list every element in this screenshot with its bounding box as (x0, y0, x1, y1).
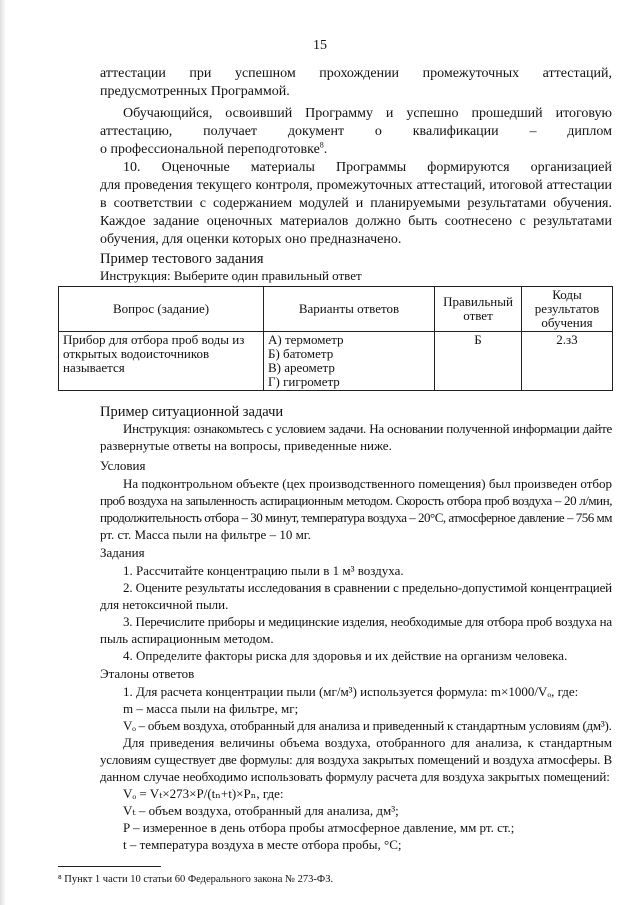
answer-cell: Б (435, 332, 522, 391)
scan-edge (0, 0, 6, 905)
options-cell (264, 332, 435, 391)
paragraph-line: Каждое задание оценочных материалов должно быть соотнесено с результатами (100, 214, 612, 229)
table-header: Вопрос (задание) (59, 287, 264, 332)
paragraph-line: Обучающийся, освоивший Программу и успешно прошедший итоговую (123, 106, 612, 121)
task-line: пыль аспирационным методом. (100, 631, 274, 646)
option: Г) гигрометр (268, 374, 340, 389)
conditions-line: продолжительность отбора – 30 минут, температура воздуха – 20°С, атмосферное давление – 756 мм (100, 510, 612, 525)
answer-line: данном случае необходимо использовать формулу расчета для воздуха закрытых помещений: (100, 769, 610, 784)
tasks-title: Задания (100, 545, 145, 560)
table-header: Варианты ответов (264, 287, 435, 332)
table-header: Коды результатов обучения (522, 287, 613, 332)
case-title: Пример ситуационной задачи (100, 404, 284, 420)
conditions-line: На подконтрольном объекте (цех производственного помещения) был произведен отбор (123, 476, 612, 491)
option: А) термометр (268, 332, 344, 347)
case-instruction: развернутые ответы на вопросы, приведенные ниже. (100, 438, 392, 453)
task-line: 2. Оцените результаты исследования в сравнении с предельно-допустимой концентрацией (123, 580, 612, 595)
answer-line: 1. Для расчета концентрации пыли (мг/м³) используется формула: m×1000/Vₒ, где: (123, 684, 579, 699)
paragraph-line: в соответствии с содержанием модулей и планируемыми результатами обучения. (100, 196, 612, 211)
answer-line: Vₒ = Vₜ×273×P/(tₙ+t)×Pₙ, где: (123, 786, 284, 801)
conditions-line: проб воздуха на запыленность аспирационным методом. Скорость отбора проб воздуха – 20 л/мин, (100, 493, 612, 508)
paragraph-line: предусмотренных Программой. (100, 84, 290, 99)
answer-line: условиям существует две формулы: для воздуха закрытых помещений и воздуха атмосферы. В (100, 752, 612, 767)
conditions-title: Условия (100, 458, 146, 473)
paragraph-line: аттестации при успешном прохождении промежуточных аттестаций, (100, 66, 612, 81)
paragraph-line: 10. Оценочные материалы Программы формируются организацией (123, 160, 612, 175)
paragraph-line: обучения, для оценки которых оно предназначено. (100, 232, 402, 247)
table-header: Правильный ответ (435, 287, 522, 332)
answer-line: t – температура воздуха в месте отбора пробы, °С; (123, 837, 402, 852)
footnote-divider (58, 866, 161, 867)
task-line: 1. Рассчитайте концентрацию пыли в 1 м³ воздуха. (123, 563, 404, 578)
test-title: Пример тестового задания (100, 251, 264, 267)
paragraph-line: о профессиональной переподготовке$^8$. (100, 140, 328, 157)
answer-line: Для приведения величины объема воздуха, отобранного для анализа, к стандартным (123, 735, 612, 750)
case-instruction: Инструкция: ознакомьтесь с условием задачи. На основании полученной информации дайте (123, 421, 612, 436)
conditions-line: рт. ст. Масса пыли на фильтре – 10 мг. (100, 527, 311, 542)
test-instruction: Инструкция: Выберите один правильный ответ (100, 268, 362, 283)
task-line: 4. Определите факторы риска для здоровья и их действие на организм человека. (123, 648, 568, 663)
page-number: 15 (313, 38, 327, 53)
paragraph-line: для проведения текущего контроля, промежуточных аттестаций, итоговой аттестации (100, 178, 612, 193)
option: В) ареометр (268, 360, 335, 375)
task-line: 3. Перечислите приборы и медицинские изделия, необходимые для отбора проб воздуха на (123, 614, 612, 629)
paragraph-line: аттестацию, получает документ о квалификации – диплом (100, 124, 612, 139)
task-line: для нетоксичной пыли. (100, 597, 229, 612)
code-cell: 2.з3 (522, 332, 613, 391)
answer-line: m – масса пыли на фильтре, мг; (123, 701, 299, 716)
question-cell: Прибор для отбора проб воды из открытых водоисточников называется (59, 332, 264, 391)
option: Б) батометр (268, 346, 334, 361)
paragraph-text: о профессиональной переподготовке (100, 142, 320, 157)
footnote-ref[interactable]: 8 (319, 140, 324, 150)
answers-title: Эталоны ответов (100, 666, 195, 681)
answer-line: P – измеренное в день отбора пробы атмосферное давление, мм рт. ст.; (123, 820, 515, 835)
test-table (58, 286, 613, 391)
answer-line: Vₒ – объем воздуха, отобранный для анализа и приведенный к стандартным условиям (дм³). (123, 718, 612, 733)
answer-line: Vₜ – объем воздуха, отобранный для анализа, дм³; (123, 803, 399, 818)
footnote: ⁸ Пункт 1 части 10 статьи 60 Федерального закона № 273-ФЗ. (58, 874, 334, 885)
